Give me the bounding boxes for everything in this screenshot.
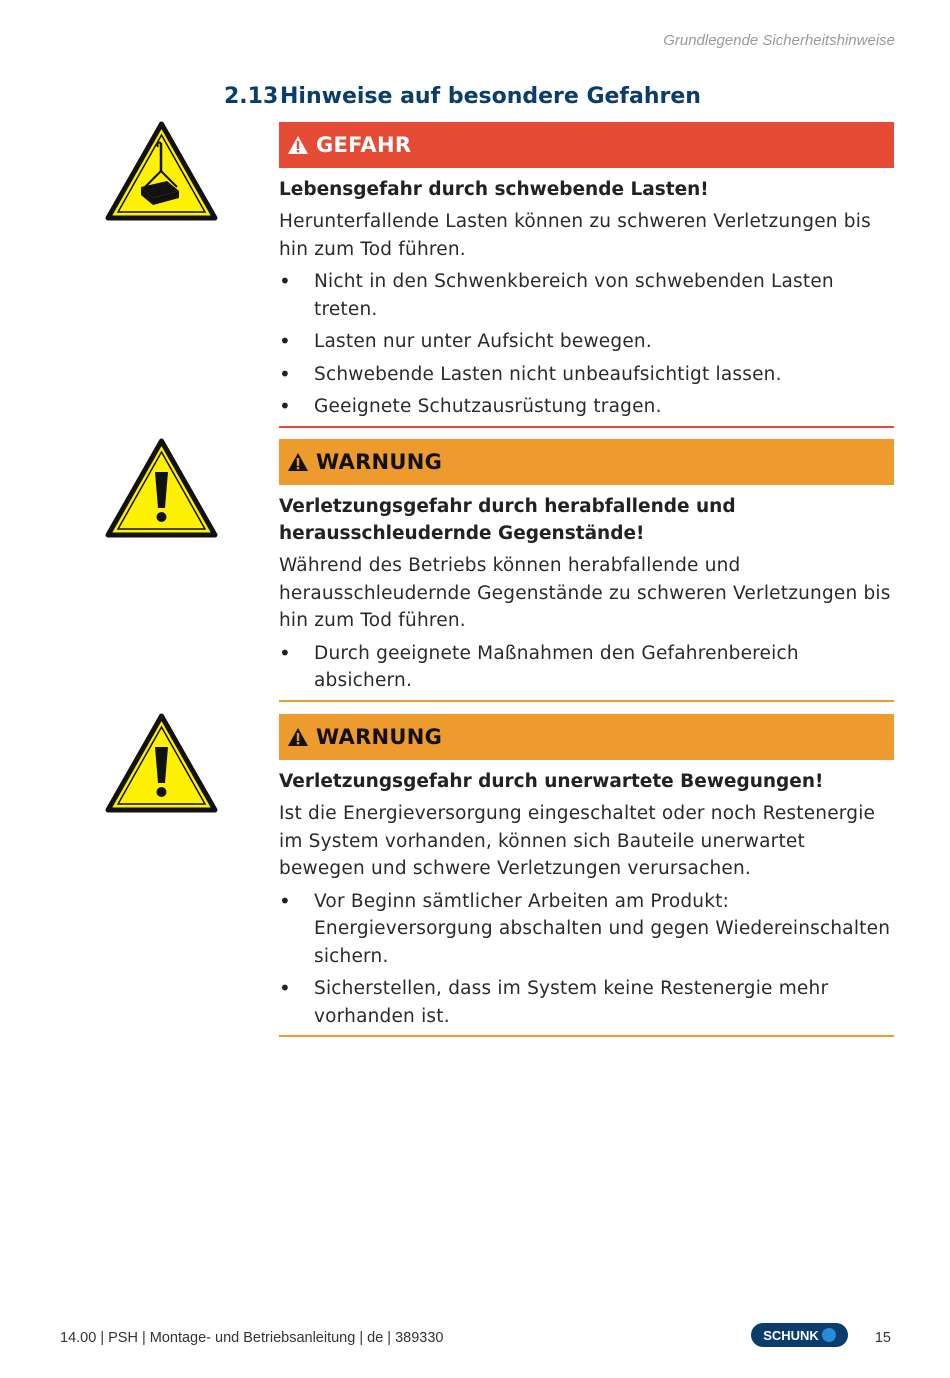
running-header: Grundlegende Sicherheitshinweise: [663, 32, 895, 49]
footer-document-info: 14.00 | PSH | Montage- und Betriebsanleitung | de | 389330: [60, 1330, 444, 1346]
section-heading: [224, 84, 701, 109]
notice-headline: Verletzungsgefahr durch unerwartete Bewegungen!: [279, 771, 824, 792]
notice-headline: Verletzungsgefahr durch herabfallende und herausschleudernde Gegenstände!: [279, 496, 736, 544]
notice-level-label: WARNUNG: [316, 725, 443, 749]
schunk-logo: [751, 1323, 848, 1347]
notice-text: Während des Betriebs können herabfallende und herausschleudernde Gegenstände zu schweren Verletzungen bis hin zum Tod führen.: [279, 555, 891, 631]
list-item: • Vor Beginn sämtlicher Arbeiten am Produkt: Energieversorgung abschalten und gegen Wiedereinschalten sichern.: [279, 888, 894, 971]
page-footer: [0, 1318, 950, 1378]
notice-divider: [279, 426, 894, 428]
notice-warning-falling-objects: [279, 439, 894, 702]
notice-text: Ist die Energieversorgung eingeschaltet oder noch Restenergie im System vorhanden, können sich Bauteile unerwartet bewegen und schwere Verletzungen verursachen.: [279, 803, 876, 879]
logo-mark-icon: [822, 1328, 836, 1342]
page-number: 15: [874, 1330, 891, 1346]
warning-banner: [279, 439, 894, 485]
logo-wordmark: SCHUNK: [763, 1327, 819, 1343]
notice-measures-list: [279, 888, 894, 1031]
suspended-load-warning-icon: [105, 121, 218, 221]
warning-triangle-icon: [287, 452, 309, 472]
warning-triangle-icon: [287, 135, 309, 155]
notice-text: Herunterfallende Lasten können zu schweren Verletzungen bis hin zum Tod führen.: [279, 211, 871, 260]
general-warning-icon: [105, 713, 218, 813]
warning-triangle-icon: [287, 727, 309, 747]
notice-level-label: GEFAHR: [316, 133, 412, 157]
section-title: Hinweise auf besondere Gefahren: [280, 84, 701, 109]
notice-divider: [279, 700, 894, 702]
list-item: • Schwebende Lasten nicht unbeaufsichtigt lassen.: [279, 361, 894, 389]
section-number: 2.13: [224, 84, 279, 109]
danger-banner: [279, 122, 894, 168]
list-item: • Sicherstellen, dass im System keine Restenergie mehr vorhanden ist.: [279, 975, 894, 1030]
list-item: • Geeignete Schutzausrüstung tragen.: [279, 393, 894, 421]
list-item: • Nicht in den Schwenkbereich von schwebenden Lasten treten.: [279, 268, 894, 323]
warning-banner: [279, 714, 894, 760]
list-item: • Lasten nur unter Aufsicht bewegen.: [279, 328, 894, 356]
notice-divider: [279, 1035, 894, 1037]
general-warning-icon: [105, 438, 218, 538]
notice-danger: [279, 122, 894, 428]
notice-warning-unexpected-movement: [279, 714, 894, 1037]
notice-measures-list: [279, 268, 894, 421]
notice-measures-list: [279, 640, 894, 695]
notice-level-label: WARNUNG: [316, 450, 443, 474]
list-item: • Durch geeignete Maßnahmen den Gefahrenbereich absichern.: [279, 640, 894, 695]
notice-headline: Lebensgefahr durch schwebende Lasten!: [279, 179, 709, 200]
